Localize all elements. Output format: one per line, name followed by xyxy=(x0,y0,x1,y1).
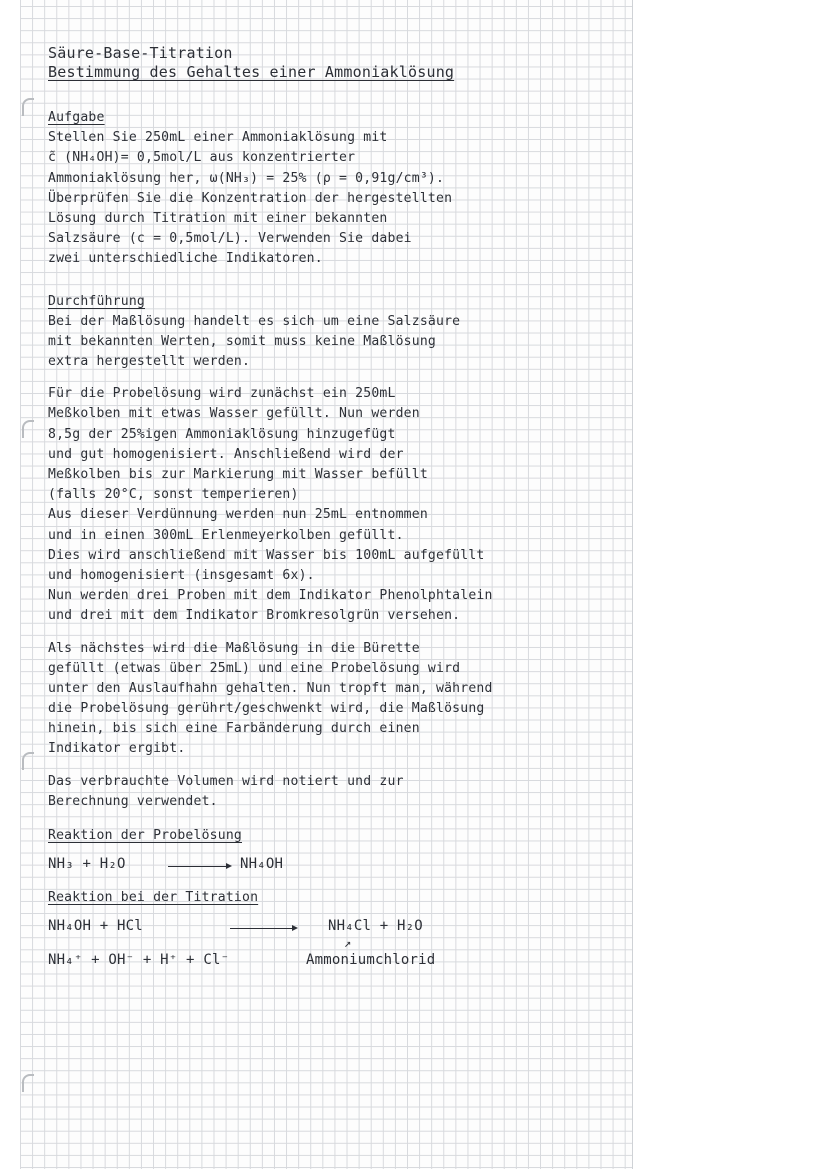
aufgabe-heading: Aufgabe xyxy=(48,110,105,125)
text-line: Stellen Sie 250mL einer Ammoniaklösung mit xyxy=(48,130,388,146)
page-subtitle: Bestimmung des Gehaltes einer Ammoniaklösung xyxy=(48,63,455,81)
page-title: Säure-Base-Titration xyxy=(48,44,233,62)
arrow-up-icon: ↗ xyxy=(344,936,352,951)
reaktion-titration-heading: Reaktion bei der Titration xyxy=(48,890,259,906)
durchfuehrung-heading: Durchführung xyxy=(48,293,145,309)
equation-probe xyxy=(48,852,633,880)
text-line: extra hergestellt werden. xyxy=(48,354,251,370)
durchfuehrung-para3 xyxy=(48,639,633,760)
text-line: Aus dieser Verdünnung werden nun 25mL entnommen xyxy=(48,507,428,523)
text-line: die Probelösung gerührt/geschwenkt wird, die Maßlösung xyxy=(48,701,485,717)
equation-titration-2 xyxy=(48,936,633,978)
equation-titration-1 xyxy=(48,914,633,942)
text-line: und drei mit dem Indikator Bromkresolgrün versehen. xyxy=(48,608,461,624)
text-line: (falls 20°C, sonst temperieren) xyxy=(48,487,299,503)
equation-right: NH₄Cl + H₂O xyxy=(328,918,423,935)
text-line: Überprüfen Sie die Konzentration der hergestellten xyxy=(48,190,453,206)
text-line: Bei der Maßlösung handelt es sich um eine Salzsäure xyxy=(48,313,461,329)
text-line: unter den Auslaufhahn gehalten. Nun tropft man, während xyxy=(48,680,493,696)
text-line: Dies wird anschließend mit Wasser bis 100mL aufgefüllt xyxy=(48,547,485,563)
text-line: Ammoniaklösung her, ω(NH₃) = 25% (ρ = 0,91g/cm³). xyxy=(48,170,445,186)
equation-ions: NH₄⁺ + OH⁻ + H⁺ + Cl⁻ xyxy=(48,952,230,969)
text-line: Meßkolben mit etwas Wasser gefüllt. Nun werden xyxy=(48,406,420,422)
reaktion-probe-heading: Reaktion der Probelösung xyxy=(48,828,242,843)
text-line: Für die Probelösung wird zunächst ein 250mL xyxy=(48,386,396,402)
text-line: Indikator ergibt. xyxy=(48,741,186,757)
durchfuehrung-para4 xyxy=(48,772,633,812)
text-line: Berechnung verwendet. xyxy=(48,793,218,809)
text-line: Salzsäure (c = 0,5mol/L). Verwenden Sie dabei xyxy=(48,231,412,247)
equation-left: NH₄OH + HCl xyxy=(48,918,143,935)
text-line: 8,5g der 25%igen Ammoniaklösung hinzugefügt xyxy=(48,426,396,442)
text-line: Nun werden drei Proben mit dem Indikator Phenolphtalein xyxy=(48,588,493,604)
text-line: gefüllt (etwas über 25mL) und eine Probelösung wird xyxy=(48,660,461,676)
reaction-arrow-icon xyxy=(168,866,230,867)
text-line: hinein, bis sich eine Farbänderung durch einen xyxy=(48,721,420,737)
text-line: Lösung durch Titration mit einer bekannten xyxy=(48,210,388,226)
durchfuehrung-para2 xyxy=(48,384,633,626)
text-line: und homogenisiert (insgesamt 6x). xyxy=(48,567,315,583)
equation-right: NH₄OH xyxy=(240,856,284,873)
text-line: Als nächstes wird die Maßlösung in die Bürette xyxy=(48,640,420,656)
handwritten-notes xyxy=(48,44,633,978)
text-line: c̃ (NH₄OH)= 0,5mol/L aus konzentrierter xyxy=(48,150,356,166)
text-line: und gut homogenisiert. Anschließend wird der xyxy=(48,446,404,462)
text-line: Das verbrauchte Volumen wird notiert und zur xyxy=(48,773,404,789)
durchfuehrung-para1 xyxy=(48,312,633,373)
product-label: Ammoniumchlorid xyxy=(306,952,436,969)
text-line: mit bekannten Werten, somit muss keine Maßlösung xyxy=(48,333,436,349)
reaction-arrow-icon xyxy=(230,928,296,929)
text-line: Meßkolben bis zur Markierung mit Wasser befüllt xyxy=(48,467,428,482)
equation-left: NH₃ + H₂O xyxy=(48,856,126,873)
text-line: zwei unterschiedliche Indikatoren. xyxy=(48,251,323,267)
aufgabe-text xyxy=(48,128,633,269)
text-line: und in einen 300mL Erlenmeyerkolben gefüllt. xyxy=(48,527,404,543)
